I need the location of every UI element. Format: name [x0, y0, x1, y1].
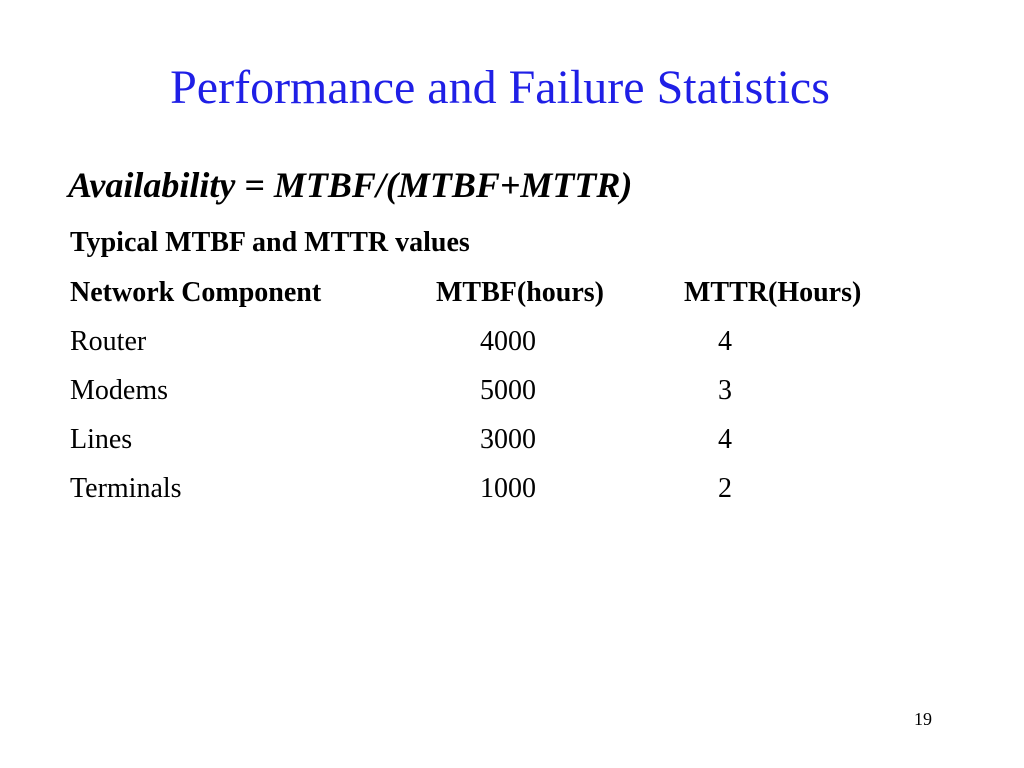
table-row — [70, 423, 950, 472]
header-mtbf: MTBF(hours) — [436, 277, 604, 308]
mtbf-value: 5000 — [480, 375, 536, 406]
availability-formula: Availability = MTBF/(MTBF+MTTR) — [68, 165, 633, 205]
mttr-value: 2 — [718, 473, 732, 504]
table-row — [70, 374, 950, 423]
slide-title: Performance and Failure Statistics — [170, 61, 830, 114]
component-name: Router — [70, 326, 147, 357]
component-name: Lines — [70, 424, 133, 455]
table-row — [70, 325, 950, 374]
mtbf-value: 4000 — [480, 326, 536, 357]
header-network-component: Network Component — [70, 277, 322, 308]
mtbf-mttr-table — [70, 276, 950, 521]
mtbf-value: 1000 — [480, 473, 536, 504]
component-name: Terminals — [70, 473, 182, 504]
mttr-value: 4 — [718, 326, 732, 357]
header-mttr: MTTR(Hours) — [684, 277, 862, 308]
table-header-row — [70, 276, 950, 325]
component-name: Modems — [70, 375, 168, 406]
mtbf-value: 3000 — [480, 424, 536, 455]
table-row — [70, 472, 950, 521]
table-subheading: Typical MTBF and MTTR values — [70, 227, 470, 258]
page-number: 19 — [914, 709, 932, 729]
mttr-value: 3 — [718, 375, 732, 406]
mttr-value: 4 — [718, 424, 732, 455]
